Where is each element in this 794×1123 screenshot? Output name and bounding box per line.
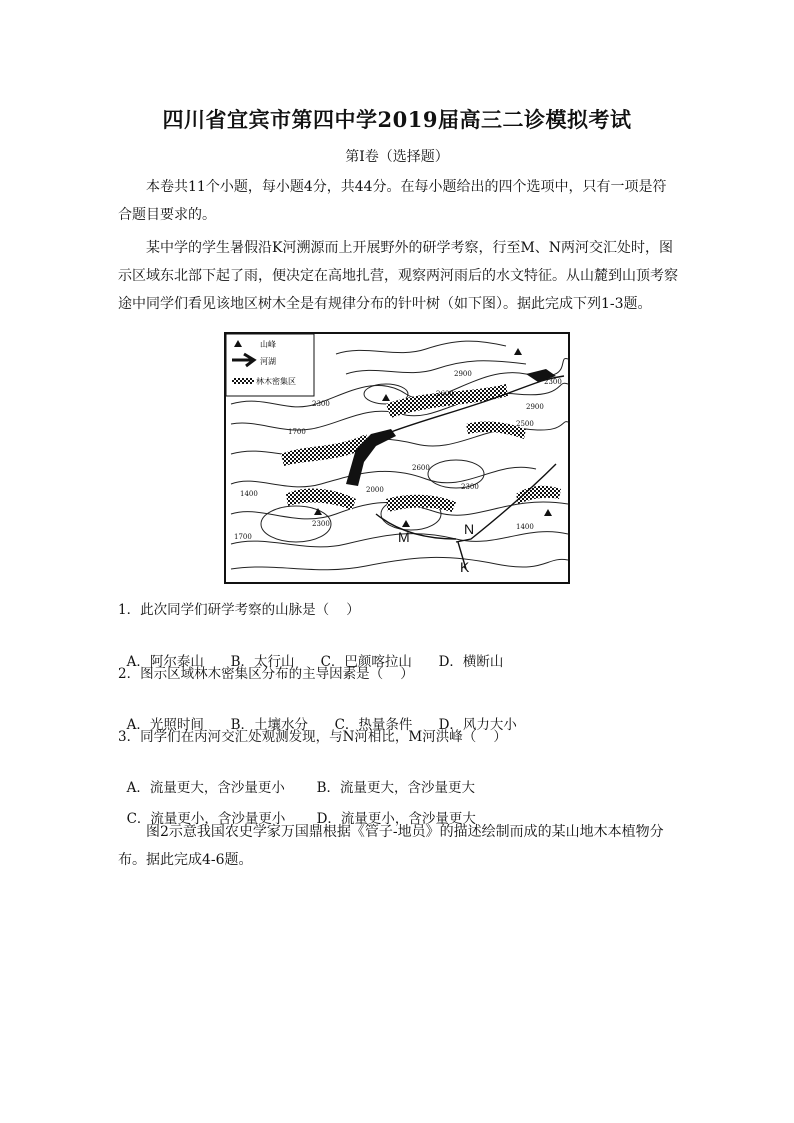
passage-1: 某中学的学生暑假沿K河溯源而上开展野外的研学考察，行至M、N两河交汇处时，图示区域东北部下起了雨，便决定在高地扎营，观察两河雨后的水文特征。从山麓到山顶考察途中同学们看见该地区树木全是有规律分布的针叶树（如下图）。据此完成下列1-3题。: [118, 240, 678, 312]
legend-forest: 林木密集区: [256, 377, 296, 386]
intro-paragraph: 本卷共11个小题，每小题4分，共44分。在每小题给出的四个选项中，只有一项是符合题目要求的。: [118, 179, 667, 223]
contour-label: 2300: [312, 400, 330, 408]
q1-option-a[interactable]: A．阿尔泰山: [126, 654, 204, 670]
q3-option-d[interactable]: D．流量更小，含沙量更大: [316, 811, 476, 827]
q2-option-c[interactable]: C．热量条件: [334, 717, 413, 733]
topographic-map: [224, 332, 570, 584]
contour-label: 1700: [288, 428, 306, 436]
q3-option-c[interactable]: C．流量更小，含沙量更小: [126, 811, 286, 827]
q2-option-a[interactable]: A．光照时间: [126, 717, 204, 733]
passage-2: 图2示意我国农史学家万国鼎根据《管子-地员》的描述绘制而成的某山地木本植物分布。据此完成4-6题。: [118, 824, 664, 868]
contour-label: 2600: [412, 464, 430, 472]
q3-option-b[interactable]: B．流量更大，含沙量更大: [316, 780, 476, 796]
exam-title: 四川省宜宾市第四中学2019届高三二诊模拟考试: [162, 107, 632, 132]
contour-label: 2900: [454, 370, 472, 378]
contour-label: 2300: [544, 378, 562, 386]
legend-river: 河湖: [260, 357, 276, 366]
contour-label: 2900: [526, 403, 544, 411]
label-m: M: [398, 529, 410, 545]
question-2-stem: 2．图示区域林木密集区分布的主导因素是（ ）: [118, 666, 414, 682]
label-n: N: [464, 521, 475, 537]
q2-option-d[interactable]: D．风力大小: [438, 717, 517, 733]
q3-option-a[interactable]: A．流量更大，含沙量更小: [126, 780, 285, 796]
label-k: K: [460, 559, 470, 575]
contour-label: 1400: [516, 523, 534, 531]
legend-peak: 山峰: [260, 340, 276, 349]
contour-label: 2500: [516, 420, 534, 428]
contour-label: 1700: [234, 533, 252, 541]
contour-label: 2300: [312, 520, 330, 528]
question-1-stem: 1．此次同学们研学考察的山脉是（ ）: [118, 602, 360, 618]
contour-label: 2000: [366, 486, 384, 494]
question-3-stem: 3．同学们在丙河交汇处观测发现，与N河相比，M河洪峰（ ）: [118, 729, 507, 745]
q1-option-c[interactable]: C．巴颜喀拉山: [320, 654, 412, 670]
contour-label: 1400: [240, 490, 258, 498]
q2-option-b[interactable]: B．土壤水分: [230, 717, 309, 733]
contour-label: 2300: [461, 483, 479, 491]
q1-option-b[interactable]: B．太行山: [230, 654, 295, 670]
contour-label: 2600: [436, 390, 454, 398]
q1-option-d[interactable]: D．横断山: [438, 654, 504, 670]
section-subtitle: 第Ⅰ卷（选择题）: [345, 149, 449, 165]
